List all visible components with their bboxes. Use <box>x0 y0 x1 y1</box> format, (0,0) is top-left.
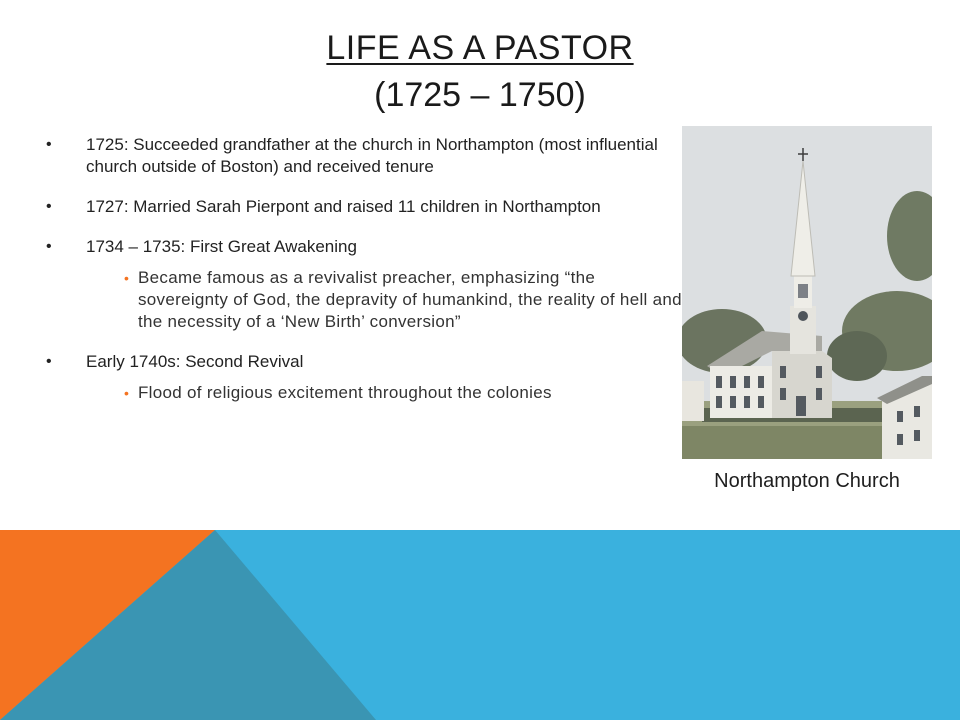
bullet-dot-icon: • <box>46 353 52 370</box>
bullet-text: 1727: Married Sarah Pierpont and raised 11 children in Northampton <box>86 197 601 216</box>
sub-bullet-item <box>86 382 684 404</box>
bullet-list <box>44 134 684 422</box>
sub-bullet-dot-icon: • <box>124 385 130 401</box>
slide-title <box>0 26 960 120</box>
sub-bullet-text: Became famous as a revivalist preacher, emphasizing “the sovereignty of God, the depravity of humankind, the reality of hell and the necessity of a ‘New Birth’ conversion” <box>138 268 682 331</box>
sub-bullet-item <box>86 267 684 333</box>
bullet-item <box>44 351 684 404</box>
bullet-text: Early 1740s: Second Revival <box>86 352 304 371</box>
sub-bullet-dot-icon: • <box>124 270 130 286</box>
bullet-item <box>44 196 684 218</box>
bullet-text: 1734 – 1735: First Great Awakening <box>86 237 357 256</box>
decorative-footer-band <box>0 530 960 720</box>
bullet-text: 1725: Succeeded grandfather at the church in Northampton (most influential church outside of Boston) and received tenure <box>86 135 658 176</box>
bullet-item <box>44 134 684 178</box>
title-dates: (1725 – 1750) <box>374 76 586 114</box>
bullet-dot-icon: • <box>46 136 52 153</box>
church-image <box>682 126 932 459</box>
image-caption: Northampton Church <box>714 470 900 492</box>
bullet-dot-icon: • <box>46 238 52 255</box>
title-main: LIFE AS A PASTOR <box>326 29 634 67</box>
sub-bullet-text: Flood of religious excitement throughout the colonies <box>138 383 552 402</box>
bullet-dot-icon: • <box>46 198 52 215</box>
bullet-item <box>44 236 684 333</box>
